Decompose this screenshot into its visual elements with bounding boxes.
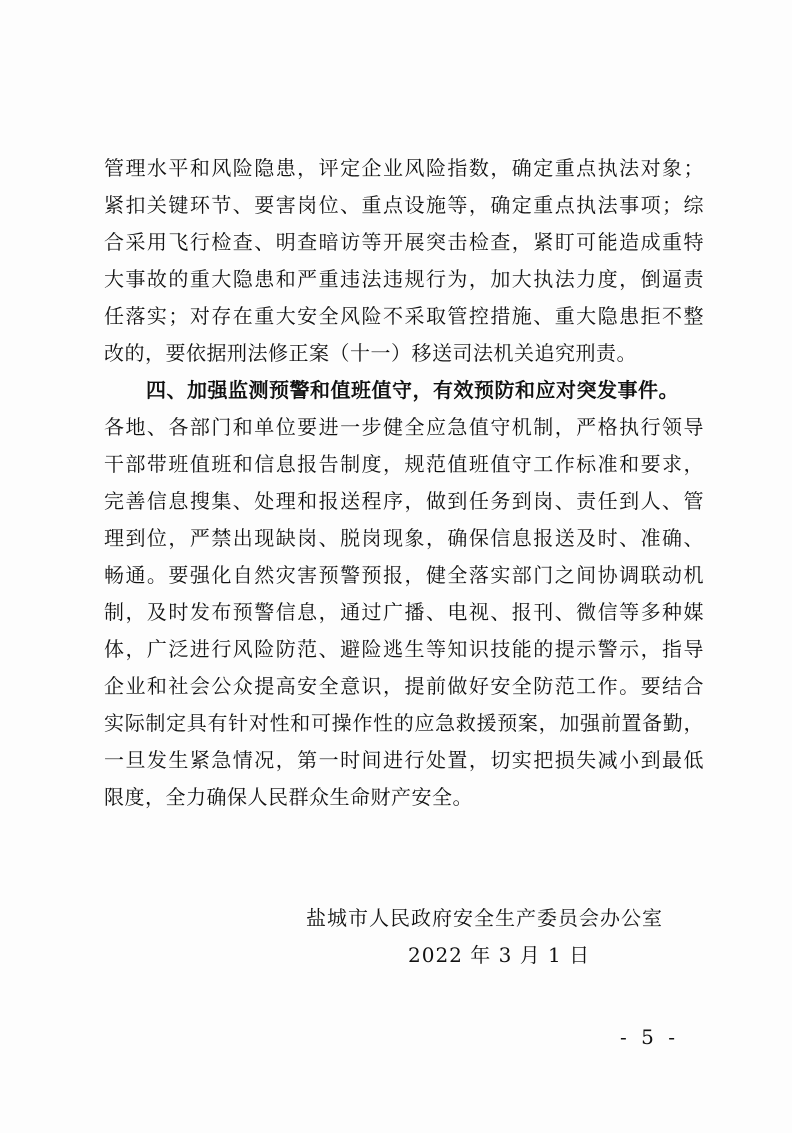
body-line: 制，及时发布预警信息，通过广播、电视、报刊、微信等多种媒 xyxy=(104,600,704,624)
body-line: 完善信息搜集、处理和报送程序，做到任务到岗、责任到人、管 xyxy=(104,489,704,513)
body-line: 企业和社会公众提高安全意识，提前做好安全防范工作。要结合 xyxy=(104,674,704,698)
body-line: 大事故的重大隐患和严重违法违规行为，加大执法力度，倒逼责 xyxy=(104,267,704,291)
body-line: 任落实；对存在重大安全风险不采取管控措施、重大隐患拒不整 xyxy=(104,304,704,328)
body-line: 干部带班值班和信息报告制度，规范值班值守工作标准和要求， xyxy=(104,452,704,476)
body-line: 紧扣关键环节、要害岗位、重点设施等，确定重点执法事项；综 xyxy=(104,193,704,217)
body-line: 改的，要依据刑法修正案（十一）移送司法机关追究刑责。 xyxy=(104,341,637,365)
body-line: 限度，全力确保人民群众生命财产安全。 xyxy=(104,785,473,809)
signature-date: 2022 年 3 月 1 日 xyxy=(408,943,591,967)
body-line: 畅通。要强化自然灾害预警预报，健全落实部门之间协调联动机 xyxy=(104,563,704,587)
section-heading-line xyxy=(104,372,704,409)
body-line: 体，广泛进行风险防范、避险逃生等知识技能的提示警示，指导 xyxy=(104,637,704,661)
document-body xyxy=(104,150,704,816)
body-line: 管理水平和风险隐患，评定企业风险指数，确定重点执法对象； xyxy=(104,156,704,180)
body-line: 合采用飞行检查、明查暗访等开展突击检查，紧盯可能造成重特 xyxy=(104,230,704,254)
body-line: 一旦发生紧急情况，第一时间进行处置，切实把损失减小到最低 xyxy=(104,748,704,772)
body-line: 实际制定具有针对性和可操作性的应急救援预案，加强前置备勤， xyxy=(104,711,704,735)
section-heading: 四、加强监测预警和值班值守，有效预防和应对突发事件。 xyxy=(146,378,679,402)
signature-organization: 盐城市人民政府安全生产委员会办公室 xyxy=(306,906,663,930)
signature-block xyxy=(306,900,686,974)
page-number: - 5 - xyxy=(620,1025,679,1049)
body-line: 各地、各部门和单位要进一步健全应急值守机制，严格执行领导 xyxy=(104,415,704,439)
body-line: 理到位，严禁出现缺岗、脱岗现象，确保信息报送及时、准确、 xyxy=(104,526,704,550)
